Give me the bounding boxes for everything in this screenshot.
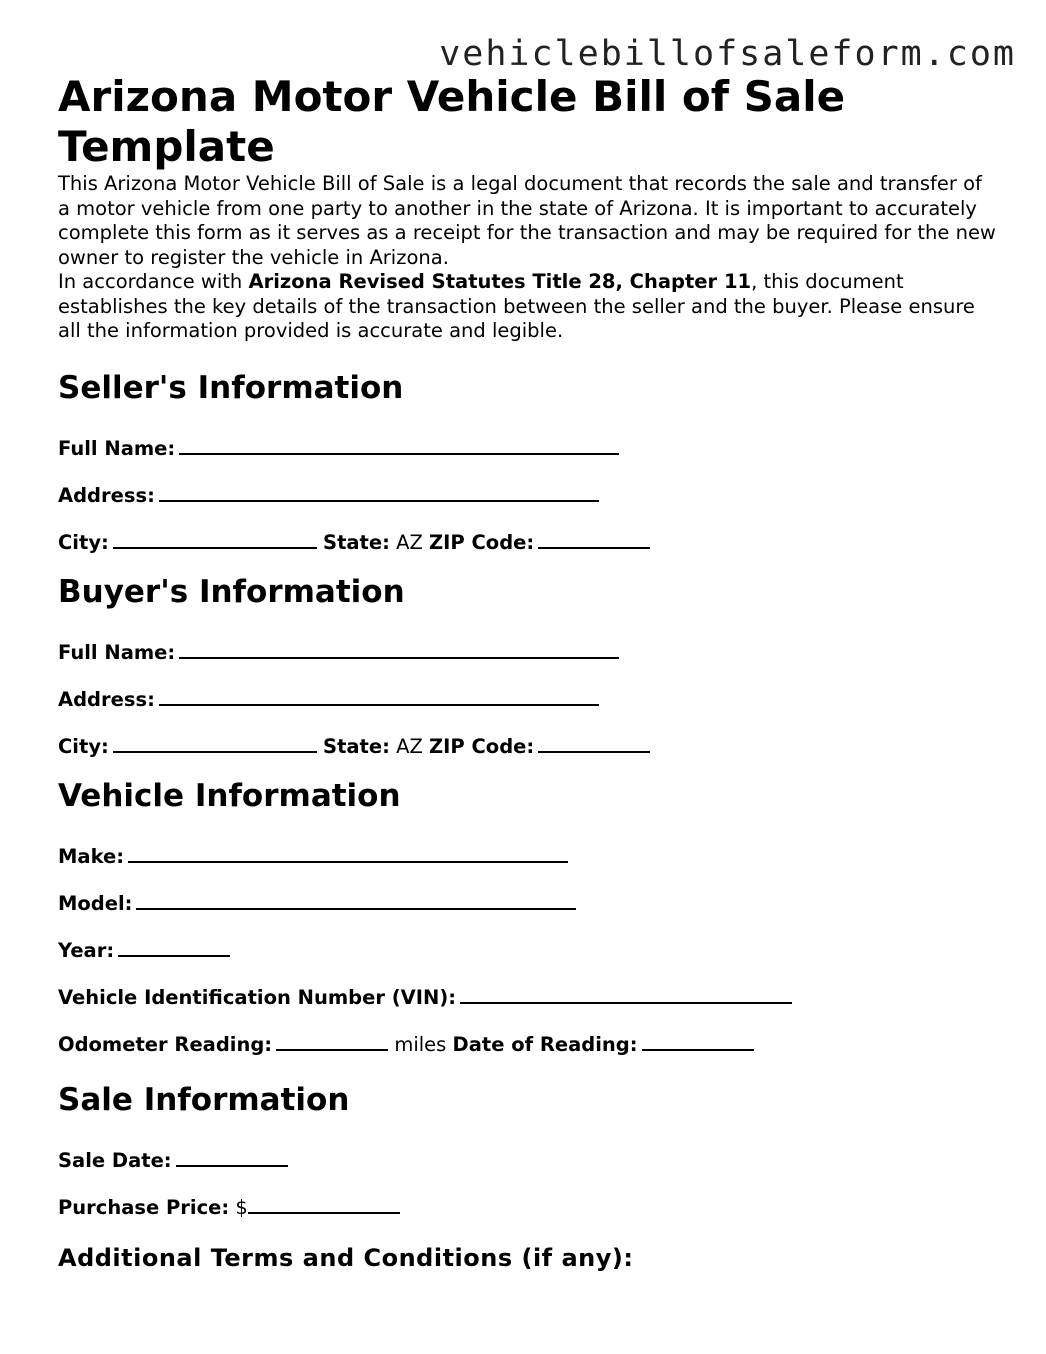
vehicle-model-label: Model: xyxy=(58,891,133,915)
seller-heading: Seller's Information xyxy=(58,369,404,406)
sale-date-input[interactable] xyxy=(176,1147,288,1167)
buyer-zip-label: ZIP Code: xyxy=(429,734,535,758)
buyer-full-name-label: Full Name: xyxy=(58,640,176,664)
vehicle-vin-input[interactable] xyxy=(460,984,792,1004)
seller-address-label: Address: xyxy=(58,483,155,507)
intro-paragraph: This Arizona Motor Vehicle Bill of Sale is a legal document that records the sale and transfer of a motor vehicle from one party to another in the state of Arizona. It is important to accurately complete this form as it serves as a receipt for the transaction and may be required for the new owner to register the vehicle in Arizona. xyxy=(58,172,996,269)
seller-address-input[interactable] xyxy=(159,482,599,502)
vehicle-model-field xyxy=(58,890,998,916)
sale-date-label: Sale Date: xyxy=(58,1148,172,1172)
document-body xyxy=(58,72,998,1272)
vehicle-year-input[interactable] xyxy=(118,937,230,957)
buyer-zip-input[interactable] xyxy=(538,733,650,753)
vehicle-odometer-label: Odometer Reading: xyxy=(58,1032,273,1056)
currency-symbol: $ xyxy=(235,1195,248,1219)
buyer-city-state-zip-field xyxy=(58,733,998,759)
seller-full-name-field xyxy=(58,435,998,461)
vehicle-year-field xyxy=(58,937,998,963)
vehicle-make-field xyxy=(58,843,998,869)
buyer-address-label: Address: xyxy=(58,687,155,711)
seller-zip-input[interactable] xyxy=(538,529,650,549)
purchase-price-label: Purchase Price: xyxy=(58,1195,230,1219)
statute-paragraph xyxy=(58,270,998,344)
sale-heading: Sale Information xyxy=(58,1081,350,1118)
seller-address-field xyxy=(58,482,998,508)
seller-state-label: State: xyxy=(323,530,390,554)
seller-state-value: AZ xyxy=(396,530,423,554)
vehicle-make-input[interactable] xyxy=(128,843,568,863)
vehicle-year-label: Year: xyxy=(58,938,115,962)
seller-full-name-label: Full Name: xyxy=(58,436,176,460)
seller-city-input[interactable] xyxy=(113,529,317,549)
purchase-price-field xyxy=(58,1194,998,1220)
vehicle-odometer-field xyxy=(58,1031,998,1057)
buyer-address-input[interactable] xyxy=(159,686,599,706)
purchase-price-input[interactable] xyxy=(248,1194,400,1214)
vehicle-vin-field xyxy=(58,984,998,1010)
vehicle-heading: Vehicle Information xyxy=(58,777,401,814)
seller-zip-label: ZIP Code: xyxy=(429,530,535,554)
statute-reference: Arizona Revised Statutes Title 28, Chapter 11 xyxy=(248,270,752,293)
terms-heading: Additional Terms and Conditions (if any): xyxy=(58,1243,634,1272)
seller-full-name-input[interactable] xyxy=(179,435,619,455)
buyer-address-field xyxy=(58,686,998,712)
vehicle-date-reading-label: Date of Reading: xyxy=(452,1032,638,1056)
page-title: Arizona Motor Vehicle Bill of Sale Template xyxy=(58,72,846,171)
buyer-full-name-input[interactable] xyxy=(179,639,619,659)
vehicle-model-input[interactable] xyxy=(136,890,576,910)
buyer-state-label: State: xyxy=(323,734,390,758)
vehicle-make-label: Make: xyxy=(58,844,125,868)
vehicle-odometer-input[interactable] xyxy=(276,1031,388,1051)
statute-prefix: In accordance with xyxy=(58,270,249,293)
statute-suffix: , this document establishes the key details of the transaction between the seller and the buyer. Please ensure all the information provided is accurate and legible. xyxy=(58,270,975,342)
site-watermark: vehiclebillofsaleform.com xyxy=(439,34,1016,74)
sale-date-field xyxy=(58,1147,998,1173)
buyer-full-name-field xyxy=(58,639,998,665)
seller-city-label: City: xyxy=(58,530,109,554)
seller-city-state-zip-field xyxy=(58,529,998,555)
vehicle-vin-label: Vehicle Identification Number (VIN): xyxy=(58,985,457,1009)
vehicle-date-reading-input[interactable] xyxy=(642,1031,754,1051)
buyer-city-input[interactable] xyxy=(113,733,317,753)
buyer-state-value: AZ xyxy=(396,734,423,758)
buyer-city-label: City: xyxy=(58,734,109,758)
buyer-heading: Buyer's Information xyxy=(58,573,405,610)
vehicle-miles-text: miles xyxy=(394,1032,447,1056)
